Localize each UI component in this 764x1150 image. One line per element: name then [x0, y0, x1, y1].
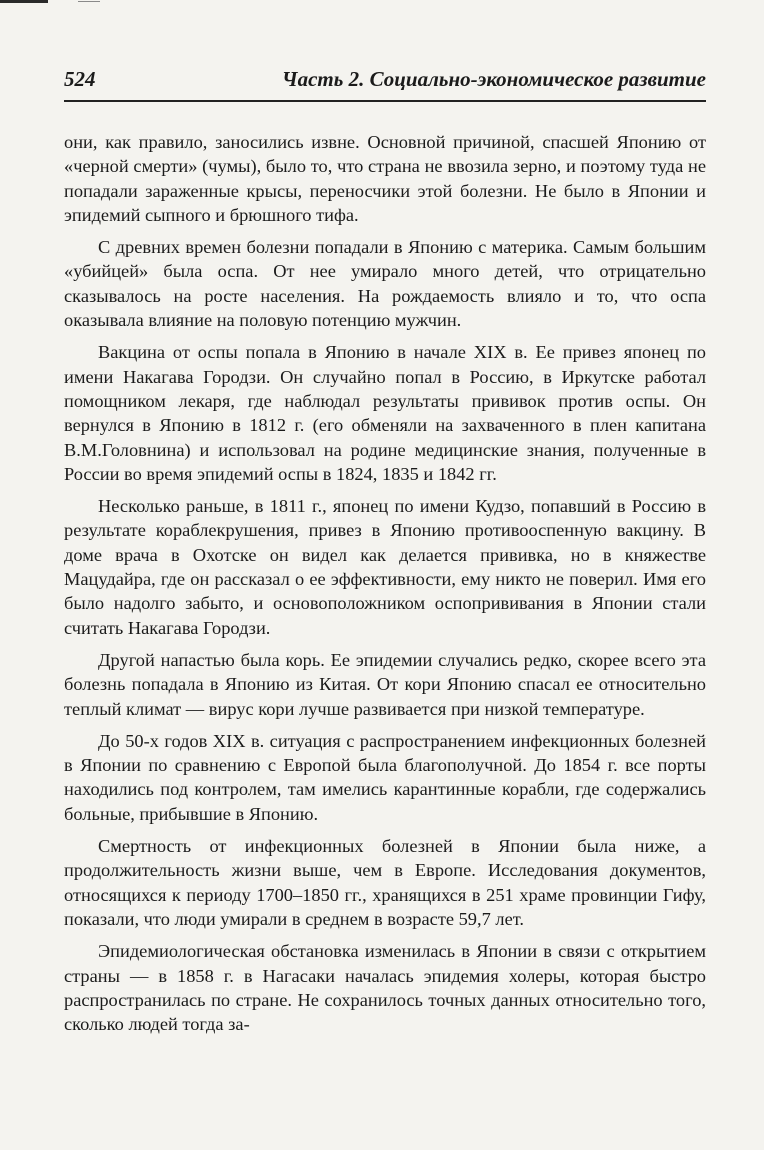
paragraph: Несколько раньше, в 1811 г., японец по имени Кудзо, попавший в Россию в результате кораблекрушения, привез в Японию противооспенную вакцину. В доме врача в Охотске он видел как делается прививка, но в княжестве Мацудайра, где он рассказал о ее эффективности, ему никто не поверил. Имя его было надолго забыто, и основоположником оспопрививания в Японии стали считать Накагава Городзи.	[64, 496, 706, 638]
paragraph: До 50-х годов XIX в. ситуация с распространением инфекционных болезней в Японии по сравнению с Европой была благополучной. До 1854 г. все порты находились под контролем, там имелись карантинные корабли, где содержались больные, прибывшие в Японию.	[64, 730, 706, 824]
page-body	[64, 130, 706, 1044]
paragraph: Другой напастью была корь. Ее эпидемии случались редко, скорее всего эта болезнь попадала в Японию из Китая. От кори Японию спасал ее относительно теплый климат — вирус кори лучше развивается при низкой температуре.	[64, 649, 706, 719]
scan-artifact	[0, 0, 48, 3]
paragraph: Вакцина от оспы попала в Японию в начале XIX в. Ее привез японец по имени Накагава Городзи. Он случайно попал в Россию, в Иркутске работал помощником лекаря, где наблюдал результаты прививок против оспы. Он вернулся в Японию в 1812 г. (его обменяли на захваченного в плен капитана В.М.Головнина) и использовал на родине медицинские знания, полученные в России во время эпидемий оспы в 1824, 1835 и 1842 гг.	[64, 342, 706, 484]
scan-artifact	[78, 1, 100, 2]
header-divider	[64, 100, 706, 102]
paragraph: С древних времен болезни попадали в Японию с материка. Самым большим «убийцей» была оспа. От нее умирало много детей, что отрицательно сказывалось на росте населения. На рождаемость влияло и то, что оспа оказывала влияние на половую потенцию мужчин.	[64, 237, 706, 331]
page-number: 524	[64, 67, 96, 91]
running-title: Часть 2. Социально-экономическое развитие	[281, 67, 706, 91]
paragraph: Смертность от инфекционных болезней в Японии была ниже, а продолжительность жизни выше, чем в Европе. Исследования документов, относящихся к периоду 1700–1850 гг., хранящихся в 251 храме провинции Гифу, показали, что люди умирали в среднем в возрасте 59,7 лет.	[64, 836, 706, 929]
paragraph: Эпидемиологическая обстановка изменилась в Японии в связи с открытием страны — в 1858 г. в Нагасаки началась эпидемия холеры, которая быстро распространилась по стране. Не сохранилось точных данных относительно того, сколько людей тогда за-	[64, 941, 706, 1035]
running-header	[64, 66, 706, 92]
paragraph: они, как правило, заносились извне. Основной причиной, спасшей Японию от «черной смерти» (чумы), было то, что страна не ввозила зерно, и поэтому туда не попадали зараженные крысы, переносчики этой болезни. Не было в Японии и эпидемий сыпного и брюшного тифа.	[64, 132, 706, 225]
